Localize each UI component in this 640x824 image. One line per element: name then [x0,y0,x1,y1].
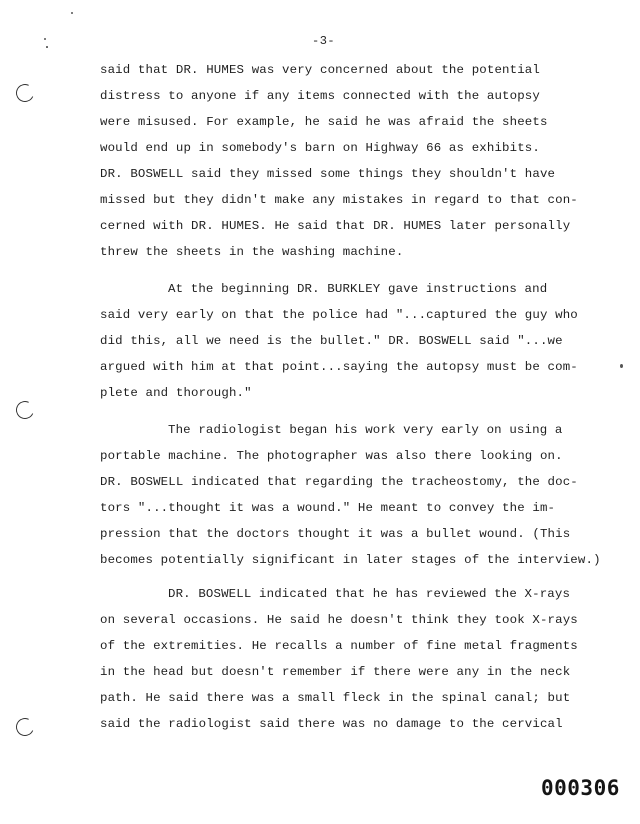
text-line: At the beginning DR. BURKLEY gave instructions and [168,282,548,296]
text-line: distress to anyone if any items connected with the autopsy [100,89,540,103]
text-line: plete and thorough." [100,386,252,400]
text-line: said very early on that the police had "...captured the guy who [100,308,578,322]
scan-speck [620,364,623,368]
text-line: said that DR. HUMES was very concerned about the potential [100,63,540,77]
text-line: DR. BOSWELL indicated that regarding the tracheostomy, the doc- [100,475,578,489]
text-line: pression that the doctors thought it was a bullet wound. (This [100,527,571,541]
scan-speck [46,46,48,48]
text-line: would end up in somebody's barn on Highway 66 as exhibits. [100,141,540,155]
text-line: cerned with DR. HUMES. He said that DR. HUMES later personally [100,219,571,233]
text-line: on several occasions. He said he doesn't think they took X-rays [100,613,578,627]
scan-speck [71,12,73,14]
text-line: were misused. For example, he said he was afraid the sheets [100,115,548,129]
text-line: did this, all we need is the bullet." DR. BOSWELL said "...we [100,334,563,348]
text-line: threw the sheets in the washing machine. [100,245,404,259]
text-line: said the radiologist said there was no damage to the cervical [100,717,563,731]
binder-hole-top [13,81,36,104]
binder-hole-middle [13,398,36,421]
text-line: path. He said there was a small fleck in the spinal canal; but [100,691,571,705]
text-line: of the extremities. He recalls a number of fine metal fragments [100,639,578,653]
text-line: becomes potentially significant in later stages of the interview.) [100,553,601,567]
document-control-number: 000306 [541,776,620,800]
scan-speck [44,38,46,40]
text-line: tors "...thought it was a wound." He meant to convey the im- [100,501,556,515]
binder-hole-bottom [13,715,36,738]
text-line: DR. BOSWELL indicated that he has reviewed the X-rays [168,587,571,601]
text-line: in the head but doesn't remember if there were any in the neck [100,665,571,679]
text-line: argued with him at that point...saying the autopsy must be com- [100,360,578,374]
text-line: DR. BOSWELL said they missed some things they shouldn't have [100,167,556,181]
text-line: portable machine. The photographer was also there looking on. [100,449,563,463]
page-number: -3- [312,34,336,48]
text-line: missed but they didn't make any mistakes in regard to that con- [100,193,578,207]
text-line: The radiologist began his work very early on using a [168,423,563,437]
